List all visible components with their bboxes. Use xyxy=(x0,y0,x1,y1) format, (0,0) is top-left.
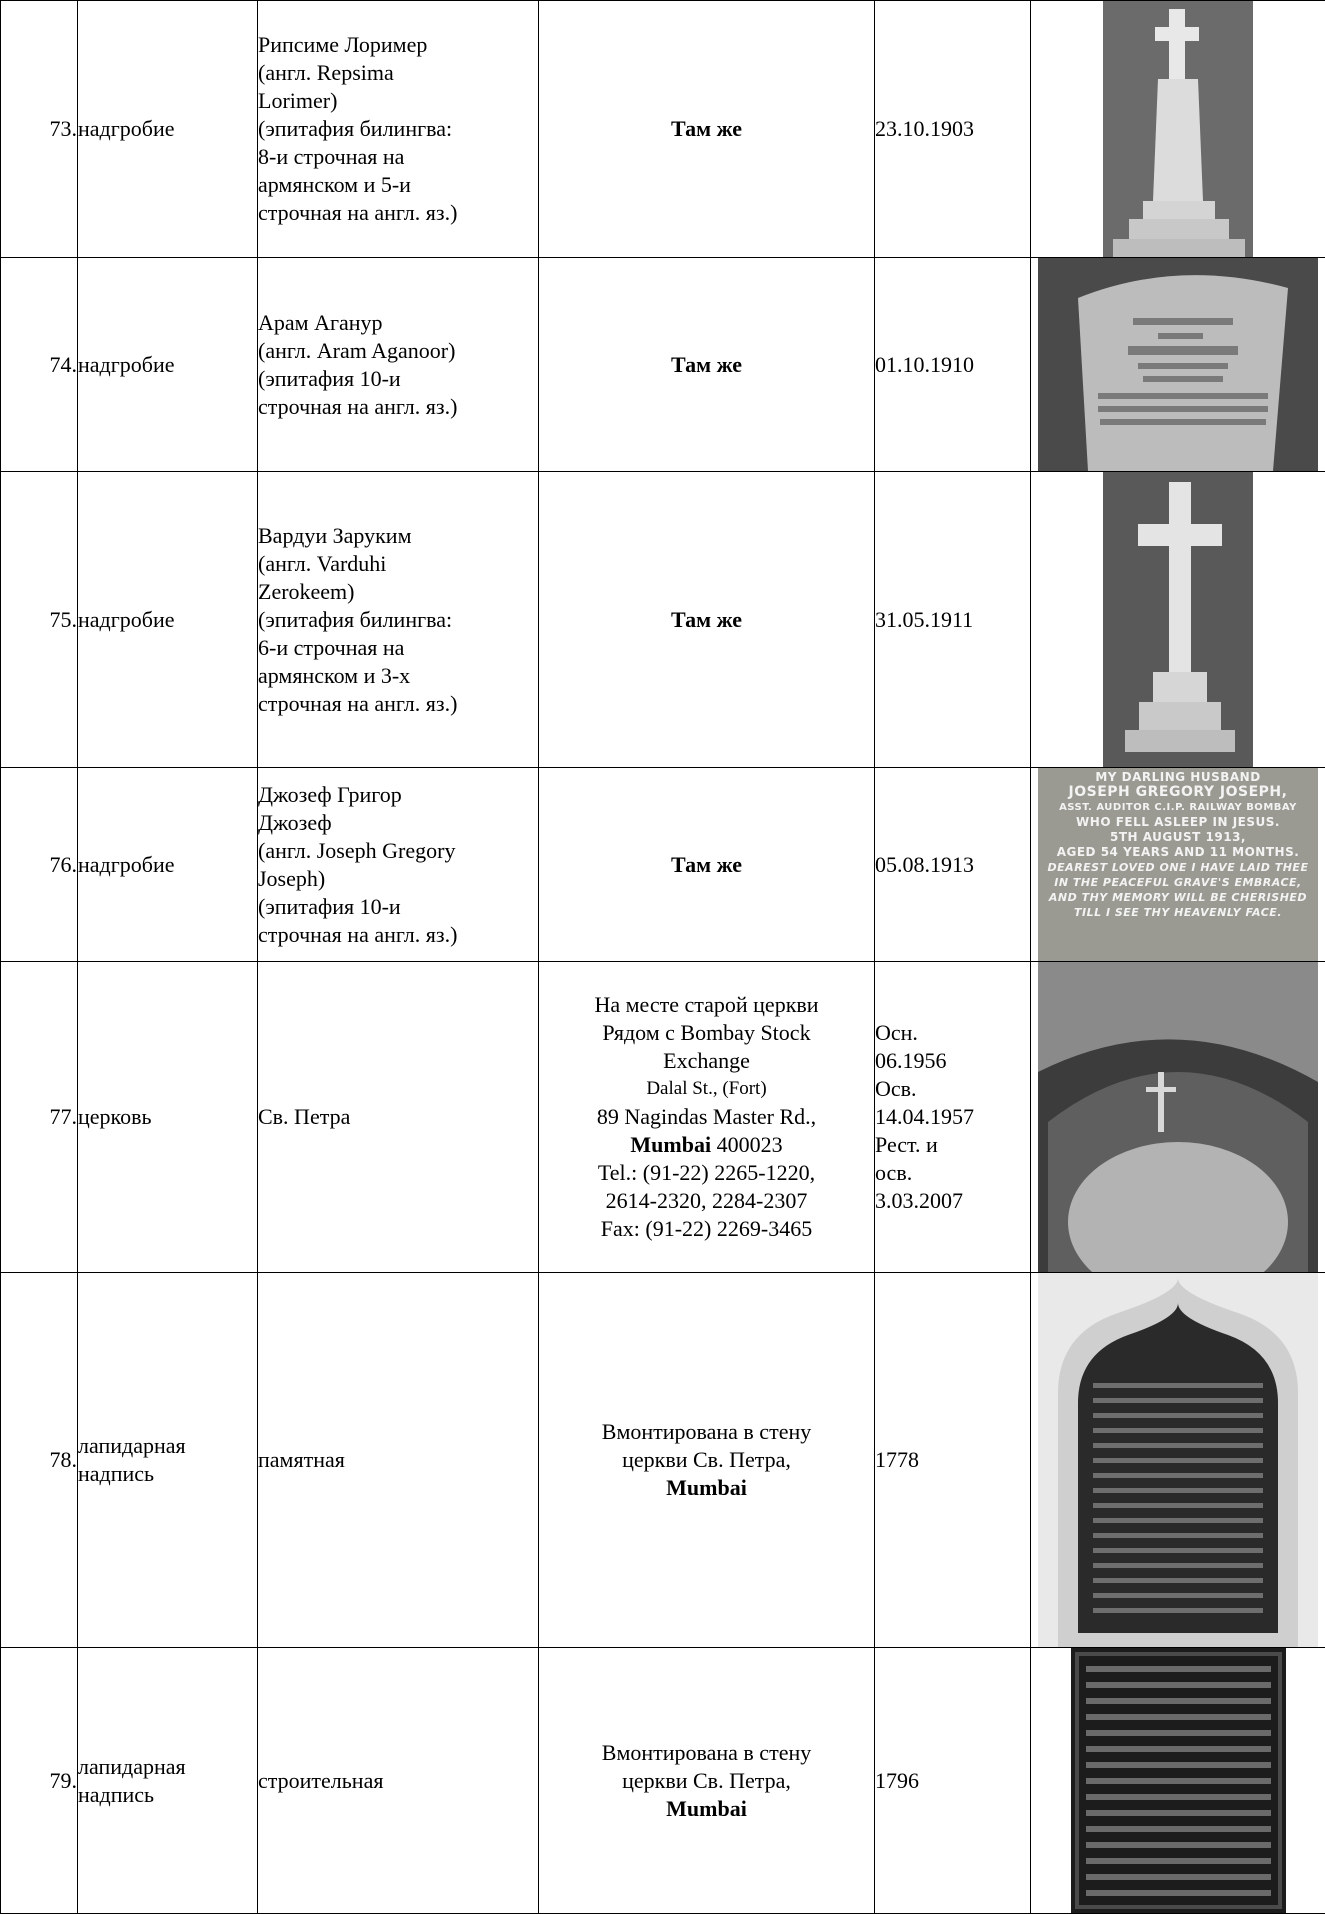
monument-description xyxy=(258,1273,539,1648)
inscription-plaque-photo xyxy=(1031,1648,1325,1914)
row-number: 78. xyxy=(1,1273,78,1648)
location-line: 2614-2320, 2284-2307 xyxy=(539,1187,874,1215)
description-line: Рипсиме Лоример xyxy=(258,31,538,59)
description-line: армянском и 5-и xyxy=(258,171,538,199)
description-line: строчная на англ. яз.) xyxy=(258,199,538,227)
plaque-line: ASST. AUDITOR C.I.P. RAILWAY BOMBAY xyxy=(1038,800,1318,815)
monument-type xyxy=(78,1648,258,1914)
city-name: Mumbai xyxy=(630,1132,711,1157)
location-line: Fax: (91-22) 2269-3465 xyxy=(539,1215,874,1243)
description-line: памятная xyxy=(258,1446,538,1474)
plaque-line: DEAREST LOVED ONE I HAVE LAID THEE xyxy=(1038,860,1318,875)
description-line: (англ. Repsima xyxy=(258,59,538,87)
plaque-line: AND THY MEMORY WILL BE CHERISHED xyxy=(1038,890,1318,905)
row-number: 77. xyxy=(1,962,78,1273)
description-line: строчная на англ. яз.) xyxy=(258,393,538,421)
row-number: 76. xyxy=(1,768,78,962)
location-line: Tel.: (91-22) 2265-1220, xyxy=(539,1159,874,1187)
table-row xyxy=(1,1648,1325,1914)
description-line: армянском и 3-х xyxy=(258,662,538,690)
location-line: Рядом с Bombay Stock xyxy=(539,1019,874,1047)
location-line: Dalal St., (Fort) xyxy=(539,1075,874,1103)
monument-description xyxy=(258,1648,539,1914)
description-line: Св. Петра xyxy=(258,1103,538,1131)
city-name: Mumbai xyxy=(539,1474,874,1502)
plaque-line: IN THE PEACEFUL GRAVE'S EMBRACE, xyxy=(1038,875,1318,890)
monument-date xyxy=(875,962,1031,1273)
plaque-line: TILL I SEE THY HEAVENLY FACE. xyxy=(1038,905,1318,920)
monument-type: надгробие xyxy=(78,472,258,768)
monument-location: Там же xyxy=(539,768,875,962)
location-line xyxy=(539,1131,874,1159)
church-roof-photo xyxy=(1031,962,1325,1273)
location-line: 89 Nagindas Master Rd., xyxy=(539,1103,874,1131)
monument-description xyxy=(258,768,539,962)
tombstone-photo xyxy=(1031,258,1325,472)
city-name: Mumbai xyxy=(539,1795,874,1823)
description-line: 6-и строчная на xyxy=(258,634,538,662)
epitaph-plaque-photo xyxy=(1031,768,1325,962)
description-line: Joseph) xyxy=(258,865,538,893)
location-line: церкви Св. Петра, xyxy=(539,1767,874,1795)
row-number: 74. xyxy=(1,258,78,472)
location-line: церкви Св. Петра, xyxy=(539,1446,874,1474)
monument-location: Там же xyxy=(539,472,875,768)
description-line: строчная на англ. яз.) xyxy=(258,921,538,949)
description-line: Джозеф xyxy=(258,809,538,837)
description-line: (эпитафия 10-и xyxy=(258,893,538,921)
monument-date: 05.08.1913 xyxy=(875,768,1031,962)
monument-description xyxy=(258,258,539,472)
monument-location xyxy=(539,1648,875,1914)
location-line: На месте старой церкви xyxy=(539,991,874,1019)
description-line: 8-и строчная на xyxy=(258,143,538,171)
row-number: 73. xyxy=(1,1,78,258)
plaque-line: JOSEPH GREGORY JOSEPH, xyxy=(1038,785,1318,800)
description-line: Lorimer) xyxy=(258,87,538,115)
table-row xyxy=(1,768,1325,962)
description-line: (англ. Joseph Gregory xyxy=(258,837,538,865)
table-row xyxy=(1,962,1325,1273)
monument-location: Там же xyxy=(539,258,875,472)
monument-type: надгробие xyxy=(78,1,258,258)
type-line: надпись xyxy=(78,1460,257,1488)
description-line: Вардуи Заруким xyxy=(258,522,538,550)
monument-date: 1778 xyxy=(875,1273,1031,1648)
monument-type: надгробие xyxy=(78,258,258,472)
cross-tombstone-photo xyxy=(1031,472,1325,768)
type-line: лапидарная xyxy=(78,1432,257,1460)
description-line: (эпитафия 10-и xyxy=(258,365,538,393)
date-line: 06.1956 xyxy=(875,1047,1030,1075)
location-line: Exchange xyxy=(539,1047,874,1075)
type-line: надпись xyxy=(78,1781,257,1809)
date-line: Осв. xyxy=(875,1075,1030,1103)
description-line: (англ. Varduhi xyxy=(258,550,538,578)
location-line: Вмонтирована в стену xyxy=(539,1739,874,1767)
description-line: Джозеф Григор xyxy=(258,781,538,809)
table-row xyxy=(1,1273,1325,1648)
monument-type: надгробие xyxy=(78,768,258,962)
inscription-plaque-photo xyxy=(1031,1273,1325,1648)
postal-code: 400023 xyxy=(711,1132,783,1157)
tombstone-photo xyxy=(1031,1,1325,258)
date-line: 3.03.2007 xyxy=(875,1187,1030,1215)
type-line: лапидарная xyxy=(78,1753,257,1781)
description-line: строительная xyxy=(258,1767,538,1795)
location-line: Вмонтирована в стену xyxy=(539,1418,874,1446)
monument-date: 1796 xyxy=(875,1648,1031,1914)
description-line: строчная на англ. яз.) xyxy=(258,690,538,718)
monument-description xyxy=(258,1,539,258)
plaque-line: 5TH AUGUST 1913, xyxy=(1038,830,1318,845)
monument-date: 01.10.1910 xyxy=(875,258,1031,472)
description-line: Zerokeem) xyxy=(258,578,538,606)
date-line: Осн. xyxy=(875,1019,1030,1047)
description-line: (англ. Aram Aganoor) xyxy=(258,337,538,365)
description-line: (эпитафия билингва: xyxy=(258,115,538,143)
date-line: осв. xyxy=(875,1159,1030,1187)
description-line: (эпитафия билингва: xyxy=(258,606,538,634)
monument-location xyxy=(539,962,875,1273)
plaque-line: MY DARLING HUSBAND xyxy=(1038,770,1318,785)
table-row xyxy=(1,1,1325,258)
monument-location xyxy=(539,1273,875,1648)
table-row xyxy=(1,472,1325,768)
monument-date: 23.10.1903 xyxy=(875,1,1031,258)
monument-description xyxy=(258,962,539,1273)
date-line: Рест. и xyxy=(875,1131,1030,1159)
monument-type xyxy=(78,1273,258,1648)
row-number: 75. xyxy=(1,472,78,768)
monument-date: 31.05.1911 xyxy=(875,472,1031,768)
monument-description xyxy=(258,472,539,768)
row-number: 79. xyxy=(1,1648,78,1914)
date-line: 14.04.1957 xyxy=(875,1103,1030,1131)
plaque-line: AGED 54 YEARS AND 11 MONTHS. xyxy=(1038,845,1318,860)
plaque-line: WHO FELL ASLEEP IN JESUS. xyxy=(1038,815,1318,830)
description-line: Арам Аганур xyxy=(258,309,538,337)
table-row xyxy=(1,258,1325,472)
monument-location: Там же xyxy=(539,1,875,258)
monument-type: церковь xyxy=(78,962,258,1273)
